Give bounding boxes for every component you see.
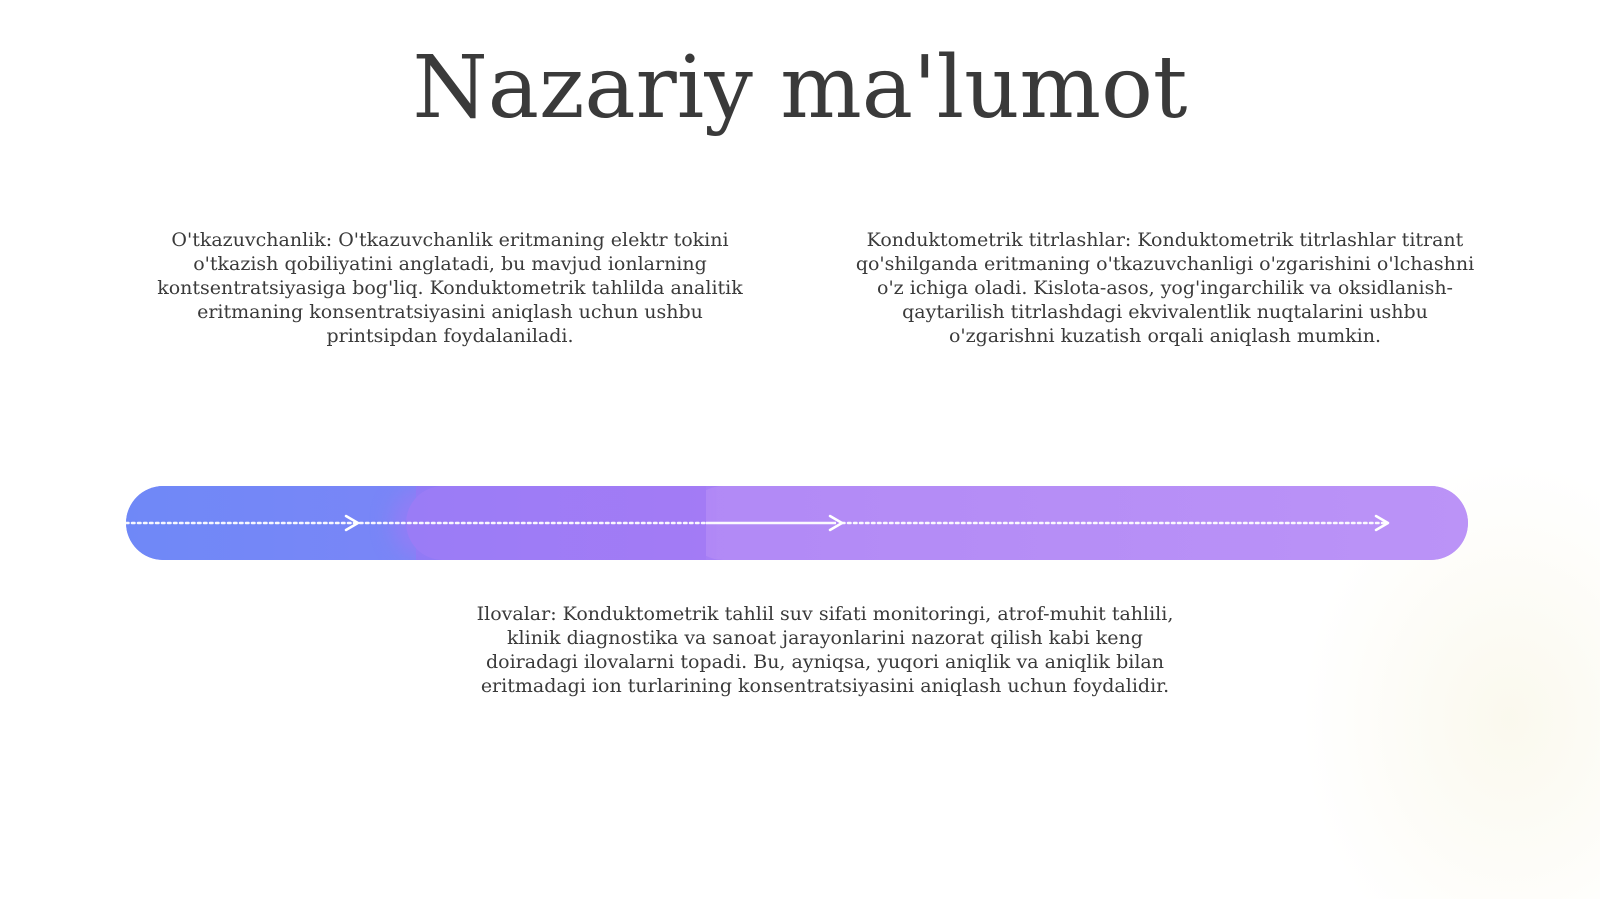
page-title: Nazariy ma'lumot — [412, 38, 1188, 138]
conductometric-titrations-text: Konduktometrik titrlashlar: Konduktometrik titrlashlar titrant qo'shilganda eritmaning o'tkazuvchanligi o'zgarishini o'lchashni o'z ichiga oladi. Kislota-asos, yog'ingarchilik va oksidlanish-qaytarilish titrlashdagi ekvivalentlik nuqtalarini ushbu o'zgarishni kuzatish orqali aniqlash mumkin. — [855, 229, 1475, 347]
timeline-bar — [126, 486, 1468, 560]
conductivity-text: O'tkazuvchanlik: O'tkazuvchanlik eritmaning elektr tokini o'tkazish qobiliyatini anglatadi, bu mavjud ionlarning kontsentratsiyasiga bog'liq. Konduktometrik tahlilda analitik eritmaning konsentratsiyasini aniqlash uchun ushbu printsipdan foydalaniladi. — [157, 229, 743, 347]
timeline-track — [126, 486, 1468, 560]
applications-text: Ilovalar: Konduktometrik tahlil suv sifati monitoringi, atrof-muhit tahlili, klinik diagnostika va sanoat jarayonlarini nazorat qilish kabi keng doiradagi ilovalarni topadi. Bu, ayniqsa, yuqori aniqlik va aniqlik bilan eritmadagi ion turlarining konsentratsiyasini aniqlash uchun foydalidir. — [476, 603, 1174, 697]
